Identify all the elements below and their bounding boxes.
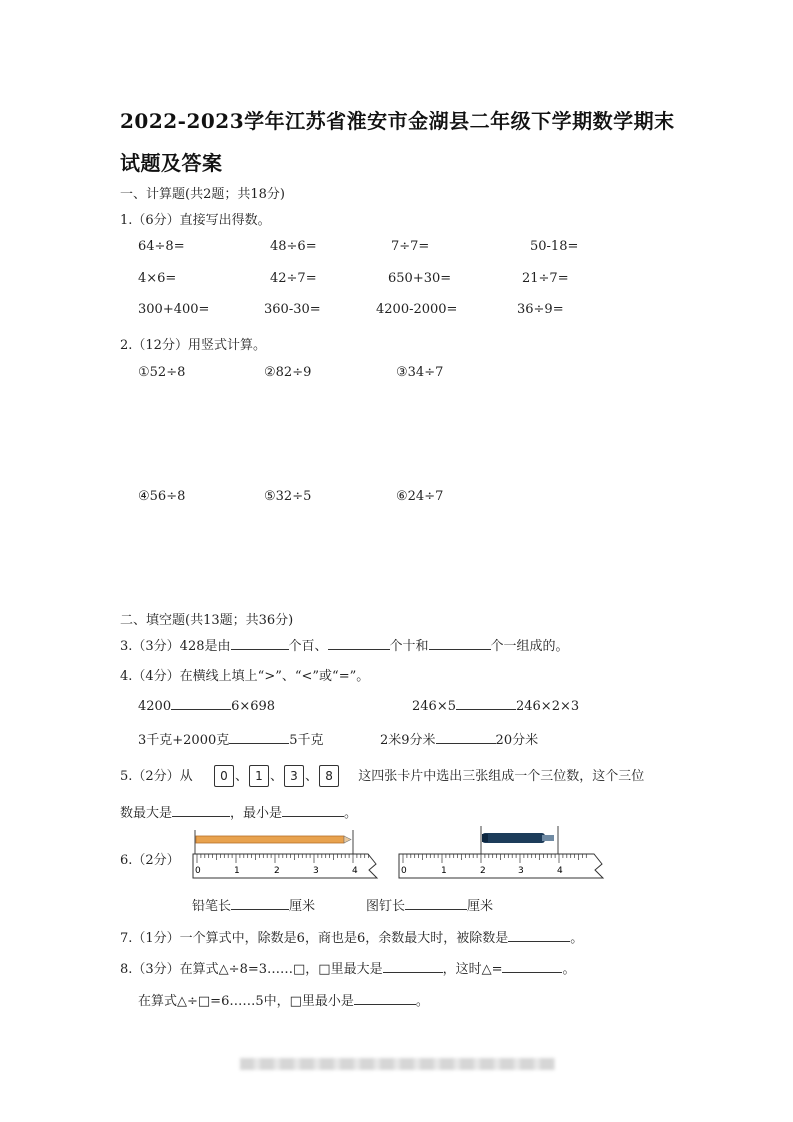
- digit-card: 8: [319, 765, 339, 787]
- q2-item: ④56÷8: [138, 489, 186, 504]
- pushpin-icon: [481, 826, 558, 854]
- q8-line1: [120, 958, 575, 977]
- q4-text: 20分米: [495, 733, 539, 748]
- ruler-tick-label: 2: [274, 866, 280, 876]
- q5-line2: [120, 802, 357, 821]
- q6-label: 6.（2分）: [120, 853, 180, 868]
- doc-title-line2: 试题及答案: [120, 151, 223, 175]
- ruler-tick-label: 0: [401, 866, 407, 876]
- q7-text: 。: [570, 931, 584, 946]
- ruler-tick-label: 0: [195, 866, 201, 876]
- ruler-tick-label: 4: [352, 866, 358, 876]
- q7-line: [120, 927, 583, 946]
- ruler-tick-label: 3: [313, 866, 319, 876]
- q6-text: 厘米: [289, 899, 316, 914]
- doc-title-line1: 2022-2023学年江苏省淮安市金湖县二年级下学期数学期末: [120, 109, 675, 133]
- q4-row: [412, 697, 579, 714]
- ruler-left: [193, 854, 377, 878]
- answer-blank[interactable]: [172, 804, 230, 817]
- q1-item: 48÷6=: [270, 239, 317, 254]
- q6-text: 厘米: [467, 899, 494, 914]
- q1-item: 21÷7=: [522, 271, 569, 286]
- q6-caption1: [192, 895, 315, 914]
- q4-text: 246×2×3: [515, 699, 580, 714]
- q2-label: 2.（12分）用竖式计算。: [120, 338, 266, 353]
- answer-blank[interactable]: [383, 960, 443, 973]
- q5-text: ，最小是: [230, 806, 283, 821]
- answer-blank[interactable]: [171, 697, 231, 710]
- q1-item: 650+30=: [388, 271, 452, 286]
- q8-text: ，这时△=: [442, 962, 503, 977]
- answer-blank[interactable]: [456, 697, 516, 710]
- q2-item: ⑥24÷7: [396, 489, 444, 504]
- q4-text: 3千克+2000克: [138, 733, 230, 748]
- q5-sep: 、: [234, 769, 248, 784]
- blurred-footer: [240, 1058, 555, 1070]
- ruler-right: [399, 854, 603, 878]
- q2-item: ②82÷9: [264, 365, 312, 380]
- q8-text: 8.（3分）在算式△÷8=3……□，□里最大是: [120, 962, 383, 977]
- q8-text: 。: [415, 994, 429, 1009]
- ruler-tick-label: 1: [441, 866, 447, 876]
- answer-blank[interactable]: [508, 929, 570, 942]
- section1-heading: 一、计算题(共2题；共18分): [120, 187, 285, 202]
- ruler-tick-label: 2: [480, 866, 486, 876]
- q4-text: 246×5: [412, 699, 456, 714]
- q5-sep: 、: [305, 769, 319, 784]
- q5-text: 。: [344, 806, 358, 821]
- digit-card: 3: [284, 765, 304, 787]
- section2-heading: 二、填空题(共13题；共36分): [120, 613, 294, 628]
- q4-text: 6×698: [231, 699, 276, 714]
- q1-item: 4200-2000=: [376, 302, 458, 317]
- q5-sep: 、: [269, 769, 283, 784]
- q2-item: ⑤32÷5: [264, 489, 312, 504]
- pencil-icon: [195, 830, 353, 854]
- q1-item: 4×6=: [138, 271, 177, 286]
- answer-blank[interactable]: [282, 804, 344, 817]
- answer-blank[interactable]: [229, 731, 289, 744]
- answer-blank[interactable]: [502, 960, 562, 973]
- q8-text: 。: [562, 962, 576, 977]
- q5-text: 数最大是: [120, 806, 173, 821]
- q3-text: 3.（3分）428是由: [120, 639, 231, 654]
- q8-line2: [138, 990, 429, 1009]
- answer-blank[interactable]: [328, 637, 390, 650]
- q6-text: 铅笔长: [192, 899, 232, 914]
- q1-item: 36÷9=: [517, 302, 564, 317]
- ruler-tick-label: 1: [234, 866, 240, 876]
- q4-text: 2米9分米: [380, 733, 436, 748]
- q3-text: 个百、: [288, 639, 328, 654]
- answer-blank[interactable]: [405, 897, 467, 910]
- q5-text: 5.（2分）从: [120, 769, 193, 784]
- q4-text: 5千克: [289, 733, 324, 748]
- digit-card: 1: [249, 765, 269, 787]
- q4-label: 4.（4分）在横线上填上“>”、“<”或“=”。: [120, 669, 370, 684]
- answer-blank[interactable]: [231, 897, 289, 910]
- q4-text: 4200: [138, 699, 172, 714]
- q1-item: 300+400=: [138, 302, 210, 317]
- q1-item: 7÷7=: [391, 239, 430, 254]
- answer-blank[interactable]: [429, 637, 491, 650]
- q6-caption2: [366, 895, 493, 914]
- q1-item: 360-30=: [264, 302, 321, 317]
- q8-text: 在算式△÷□=6……5中，□里最小是: [138, 994, 354, 1009]
- digit-card: 0: [214, 765, 234, 787]
- q7-text: 7.（1分）一个算式中，除数是6，商也是6，余数最大时，被除数是: [120, 931, 509, 946]
- q3-line: [120, 635, 569, 654]
- rulers-figure: [190, 826, 610, 884]
- ruler-tick-label: 4: [557, 866, 563, 876]
- q4-row: [380, 729, 538, 748]
- q2-item: ①52÷8: [138, 365, 186, 380]
- q6-text: 图钉长: [366, 899, 406, 914]
- q1-item: 64÷8=: [138, 239, 185, 254]
- q3-text: 个一组成的。: [490, 639, 569, 654]
- q2-item: ③34÷7: [396, 365, 444, 380]
- q3-text: 个十和: [389, 639, 429, 654]
- q4-row: [138, 697, 275, 714]
- ruler-tick-label: 3: [518, 866, 524, 876]
- answer-blank[interactable]: [354, 992, 416, 1005]
- q5-line1: [120, 765, 644, 787]
- q4-row: [138, 729, 324, 748]
- q1-label: 1.（6分）直接写出得数。: [120, 213, 271, 228]
- q5-text: 这四张卡片中选出三张组成一个三位数，这个三位: [358, 769, 645, 784]
- q1-item: 50-18=: [530, 239, 579, 254]
- answer-blank[interactable]: [231, 637, 289, 650]
- q1-item: 42÷7=: [270, 271, 317, 286]
- answer-blank[interactable]: [436, 731, 496, 744]
